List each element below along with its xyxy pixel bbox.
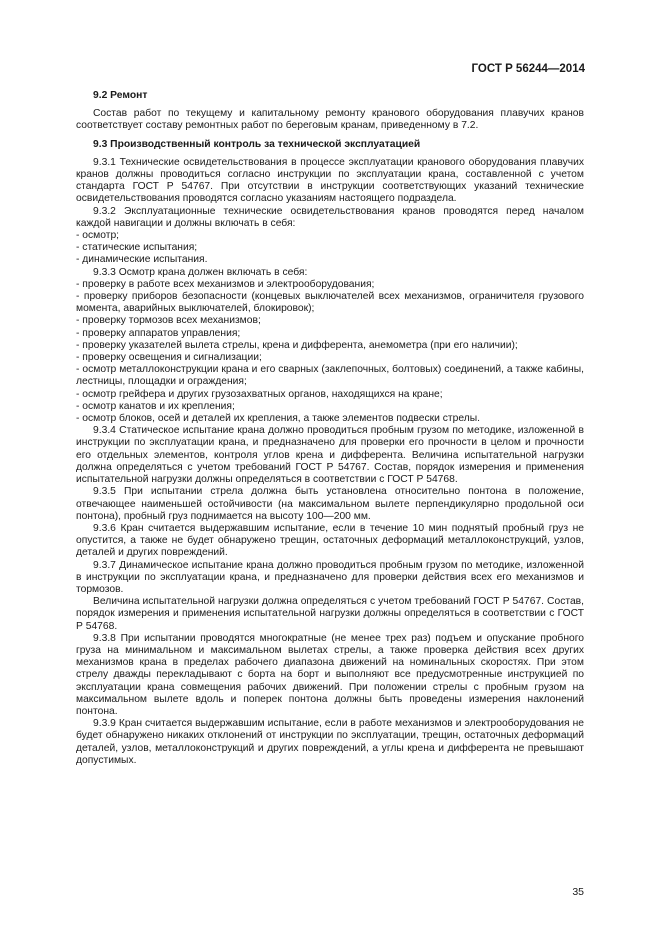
section-9-2-title: 9.2 Ремонт xyxy=(93,90,148,101)
list-item: - динамические испытания. xyxy=(76,254,208,266)
paragraph-9-3-3: 9.3.3 Осмотр крана должен включать в себя: xyxy=(93,266,308,278)
list-item: - проверку в работе всех механизмов и электрооборудования; xyxy=(76,278,375,290)
page-number: 35 xyxy=(572,886,584,898)
paragraph-9-3-2: 9.3.2 Эксплуатационные технические освидетельствования кранов проводятся перед началом каждой навигации и должны включать в себя: xyxy=(76,205,584,229)
list-item: - проверку аппаратов управления; xyxy=(76,327,241,339)
paragraph-9-3-8: 9.3.8 При испытании проводятся многократные (не менее трех раз) подъем и опускание пробного груза на минимальном и максимальном вылетах стрелы, а также проверка действия всех других механизмов крана в пределах рабочего диапазона движений на номинальных скоростях. При этом стрелу дважды перекладывают с борта на борт и выполняют все предусмотренные инструкцией по эксплуатации крана совмещения рабочих движений. При положении стрелы с пробным грузом на максимальном вылете вдоль и поперек понтона должны быть проведены измерения наклонений понтона. xyxy=(76,632,584,717)
list-item: - осмотр грейфера и других грузозахватных органов, находящихся на кране; xyxy=(76,388,443,400)
list-item: - проверку указателей вылета стрелы, крена и дифферента, анемометра (при его наличии); xyxy=(76,339,518,351)
list-item: - статические испытания; xyxy=(76,242,198,254)
paragraph-9-3-1: 9.3.1 Технические освидетельствования в процессе эксплуатации кранового оборудования плавучих кранов должны проводиться согласно инструкции по эксплуатации крана, составленной с учетом стандарта ГОСТ Р 54767. При отсутствии в инструкции соответствующих указаний технические освидетельствования проводятся согласно указаниям настоящего подраздела. xyxy=(76,156,584,205)
paragraph-9-3-9: 9.3.9 Кран считается выдержавшим испытание, если в работе механизмов и электрооборудования не будет обнаружено никаких отклонений от инструкции по эксплуатации, трещин, остаточных деформаций деталей, узлов, металлоконструкций и других повреждений, а углы крена и дифферента не превышают допустимых. xyxy=(76,718,584,766)
paragraph-9-3-6: 9.3.6 Кран считается выдержавшим испытание, если в течение 10 мин поднятый пробный груз не опустится, а также не будет обнаружено трещин, остаточных деформаций металлоконструкций, узлов, деталей и других повреждений. xyxy=(76,522,584,559)
list-item: - осмотр; xyxy=(76,230,120,242)
section-9-2-text: Состав работ по текущему и капитальному ремонту кранового оборудования плавучих кранов соответствует составу ремонтных работ по береговым кранам, приведенному в 7.2. xyxy=(76,108,584,132)
document-body xyxy=(76,90,584,767)
list-item: - проверку приборов безопасности (концевых выключателей всех механизмов, ограничителя грузового момента, аварийных выключателей, блокировок); xyxy=(76,291,584,315)
list-item: - осмотр блоков, осей и деталей их крепления, а также элементов подвески стрелы. xyxy=(76,413,481,425)
list-item: - проверку тормозов всех механизмов; xyxy=(76,315,261,327)
section-9-3-title: 9.3 Производственный контроль за технической эксплуатацией xyxy=(93,138,421,150)
document-header: ГОСТ Р 56244—2014 xyxy=(471,63,585,75)
paragraph-9-3-5: 9.3.5 При испытании стрела должна быть установлена относительно понтона в положение, отвечающее наименьшей остойчивости (на максимальном вылете перпендикулярно продольной оси понтона), пробный груз поднимается на высоту 100—200 мм. xyxy=(76,486,584,522)
paragraph-9-3-7-continued: Величина испытательной нагрузки должна определяться с учетом требований ГОСТ Р 54767. Состав, порядок измерения и применения испытательной нагрузки должны определяться в соответствии с ГОСТ Р 54768. xyxy=(76,596,584,632)
list-item: - осмотр канатов и их крепления; xyxy=(76,400,235,412)
list-item: - проверку освещения и сигнализации; xyxy=(76,352,262,364)
list-item: - осмотр металлоконструкции крана и его сварных (заклепочных, болтовых) соединений, а также кабины, лестницы, площадки и ограждения; xyxy=(76,364,584,388)
paragraph-9-3-7: 9.3.7 Динамическое испытание крана должно проводиться пробным грузом по методике, изложенной в инструкции по эксплуатации крана, и предназначено для проверки действия всех его механизмов и тормозов. xyxy=(76,559,584,595)
paragraph-9-3-4: 9.3.4 Статическое испытание крана должно проводиться пробным грузом по методике, изложенной в инструкции по эксплуатации крана, и предназначено для проверки его прочности в целом и прочности его отдельных элементов, контроля углов крена и дифферента. Величина испытательной нагрузки должна определяться с учетом требований ГОСТ Р 54767. Состав, порядок измерения и применения испытательной нагрузки должны определяться в соответствии с ГОСТ Р 54768. xyxy=(76,425,584,486)
